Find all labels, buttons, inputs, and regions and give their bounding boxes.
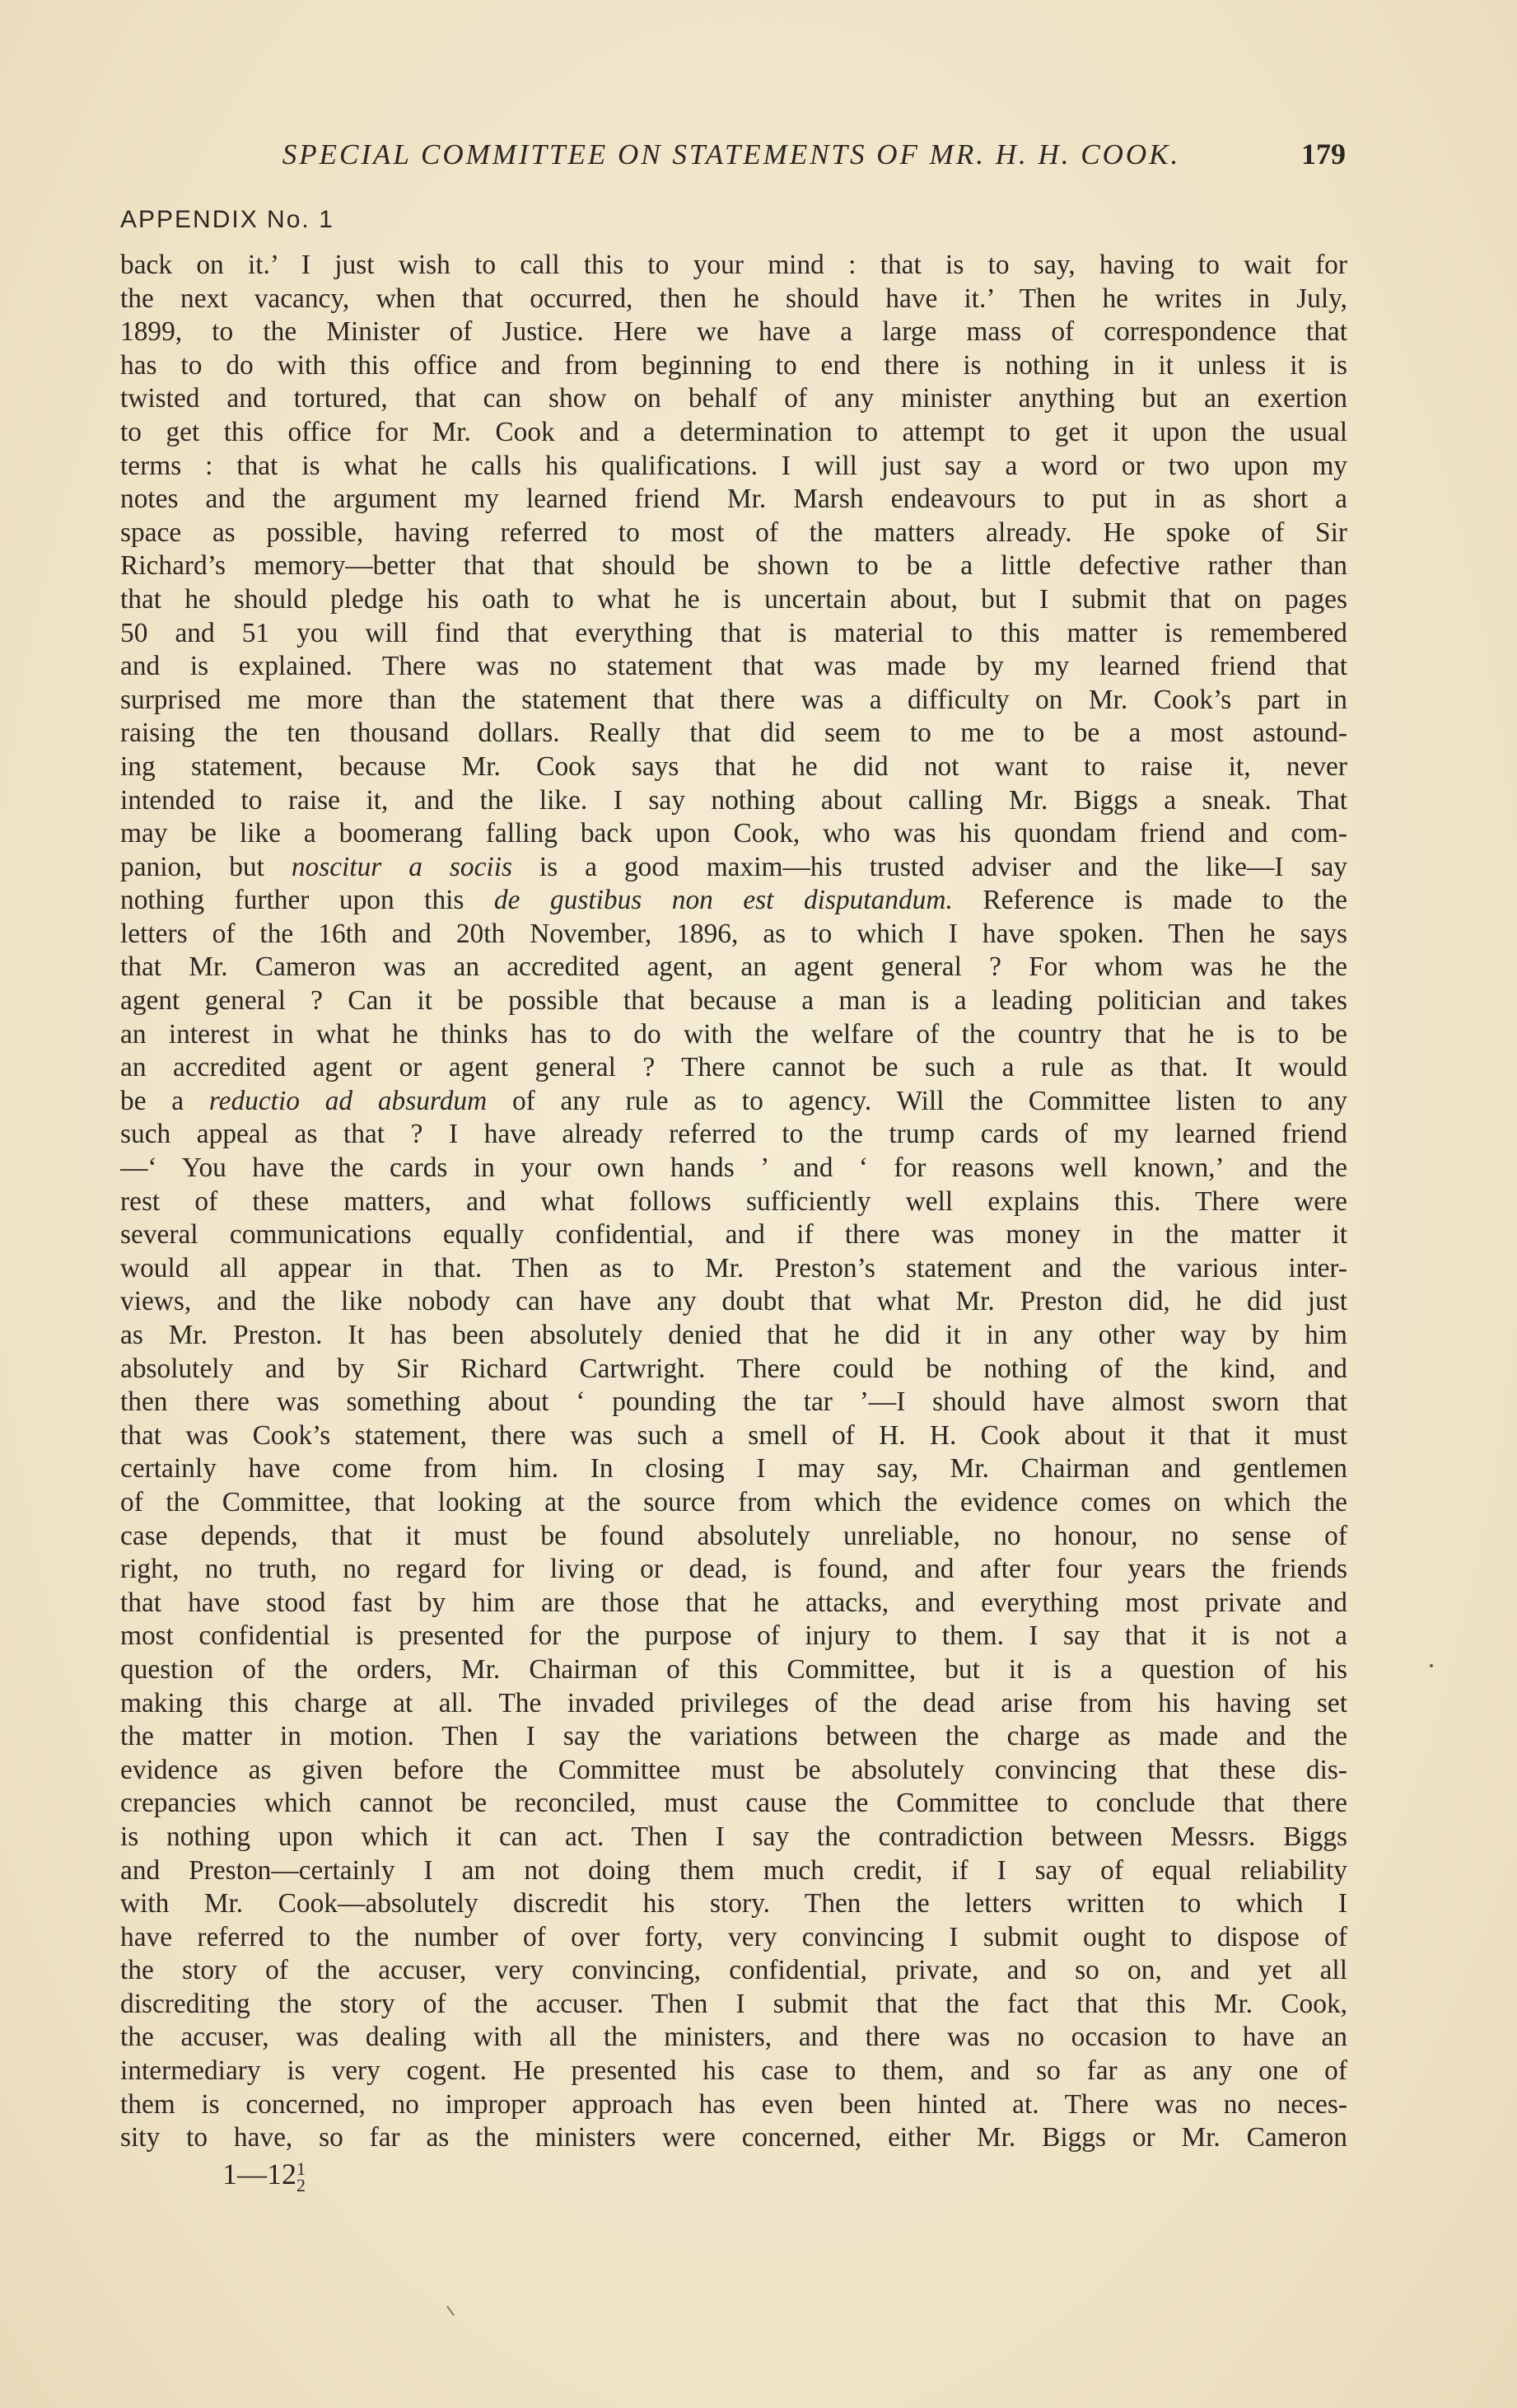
text-line: have referred to the number of over forty, very convincing I submit ought to dispose of <box>120 1921 1347 1952</box>
text-line: the next vacancy, when that occurred, then he should have it.’ Then he writes in July, <box>120 283 1347 314</box>
text-line: as Mr. Preston. It has been absolutely denied that he did it in any other way by him <box>120 1320 1347 1350</box>
fraction-denominator: 2 <box>296 2174 306 2195</box>
text-line: them is concerned, no improper approach has even been hinted at. There was no neces- <box>120 2088 1347 2120</box>
italic-phrase: reductio ad absurdum <box>208 1085 488 1116</box>
text-line: nothing further upon this de gustibus non est disputandum. Reference is made to the <box>120 885 1347 916</box>
text-line: the matter in motion. Then I say the variations between the charge as made and the <box>120 1721 1347 1752</box>
text-line: —‘ You have the cards in your own hands ’ and ‘ for reasons well known,’ and the <box>120 1153 1347 1184</box>
text-line: crepancies which cannot be reconciled, must cause the Committee to conclude that there <box>120 1788 1347 1819</box>
italic-phrase: noscitur a sociis <box>291 851 512 882</box>
text-line: that Mr. Cameron was an accredited agent, an agent general ? For whom was he the <box>120 952 1347 983</box>
text-line: an accredited agent or agent general ? There cannot be such a rule as that. It would <box>120 1052 1347 1083</box>
text-line: sity to have, so far as the ministers were concerned, either Mr. Biggs or Mr. Cameron <box>120 2122 1347 2153</box>
signature-prefix: 1—12 <box>222 2158 296 2191</box>
printer-signature-mark <box>222 2157 306 2194</box>
text-line: right, no truth, no regard for living or dead, is found, and after four years the friends <box>120 1554 1347 1585</box>
text-line: most confidential is presented for the purpose of injury to them. I say that it is not a <box>120 1620 1347 1652</box>
text-line: terms : that is what he calls his qualifications. I will just say a word or two upon my <box>120 450 1347 481</box>
text-line: and is explained. There was no statement that was made by my learned friend that <box>120 651 1347 682</box>
paper-scratch <box>446 2306 455 2317</box>
appendix-label: APPENDIX No. 1 <box>120 206 334 233</box>
text-line: has to do with this office and from beginning to end there is nothing in it unless it is <box>120 349 1347 381</box>
text-line: space as possible, having referred to most of the matters already. He spoke of Sir <box>120 517 1347 548</box>
text-line: the accuser, was dealing with all the ministers, and there was no occasion to have an <box>120 2022 1347 2053</box>
text-line: is nothing upon which it can act. Then I say the contradiction between Messrs. Biggs <box>120 1821 1347 1852</box>
text-line: that he should pledge his oath to what he is uncertain about, but I submit that on pages <box>120 583 1347 615</box>
text-line: be a reductio ad absurdum of any rule as to agency. Will the Committee listen to any <box>120 1085 1347 1116</box>
text-line: panion, but noscitur a sociis is a good maxim—his trusted adviser and the like—I say <box>120 851 1347 882</box>
text-line: that have stood fast by him are those that he attacks, and everything most private and <box>120 1587 1347 1618</box>
text-line: raising the ten thousand dollars. Really that did seem to me to be a most astound- <box>120 718 1347 749</box>
text-line: making this charge at all. The invaded privileges of the dead arise from his having set <box>120 1687 1347 1718</box>
italic-phrase: de gustibus non est disputandum. <box>493 885 953 916</box>
text-line: may be like a boomerang falling back upon Cook, who was his quondam friend and com- <box>120 818 1347 849</box>
text-line: notes and the argument my learned friend Mr. Marsh endeavours to put in as short a <box>120 484 1347 515</box>
text-line: absolutely and by Sir Richard Cartwright. There could be nothing of the kind, and <box>120 1353 1347 1384</box>
text-line: certainly have come from him. In closing I may say, Mr. Chairman and gentlemen <box>120 1453 1347 1485</box>
text-line: would all appear in that. Then as to Mr. Preston’s statement and the various inter- <box>120 1252 1347 1283</box>
text-line: intended to raise it, and the like. I say nothing about calling Mr. Biggs a sneak. That <box>120 784 1347 816</box>
page-number: 179 <box>1301 138 1346 171</box>
text-line: agent general ? Can it be possible that because a man is a leading politician and takes <box>120 985 1347 1017</box>
paper-speck <box>1430 1664 1433 1667</box>
text-line: 1899, to the Minister of Justice. Here we have a large mass of correspondence that <box>120 316 1347 348</box>
fraction-numerator: 1 <box>296 2158 306 2179</box>
text-line: rest of these matters, and what follows sufficiently well explains this. There were <box>120 1185 1347 1217</box>
text-line: the story of the accuser, very convincing, confidential, private, and so on, and yet all <box>120 1955 1347 1986</box>
text-line: such appeal as that ? I have already referred to the trump cards of my learned friend <box>120 1119 1347 1150</box>
text-line: of the Committee, that looking at the source from which the evidence comes on which the <box>120 1486 1347 1517</box>
text-line: to get this office for Mr. Cook and a determination to attempt to get it upon the usual <box>120 416 1347 447</box>
text-line: surprised me more than the statement that there was a difficulty on Mr. Cook’s part in <box>120 684 1347 715</box>
text-line: several communications equally confidential, and if there was money in the matter it <box>120 1219 1347 1251</box>
text-line: case depends, that it must be found absolutely unreliable, no honour, no sense of <box>120 1520 1347 1551</box>
signature-fraction <box>296 2158 306 2195</box>
body-text <box>120 249 1347 2155</box>
text-line: 50 and 51 you will find that everything that is material to this matter is remembered <box>120 617 1347 648</box>
text-line: letters of the 16th and 20th November, 1896, as to which I have spoken. Then he says <box>120 918 1347 949</box>
text-line: discrediting the story of the accuser. Then I submit that the fact that this Mr. Cook, <box>120 1988 1347 2019</box>
text-line: then there was something about ‘ pounding the tar ’—I should have almost sworn that <box>120 1386 1347 1418</box>
text-line: an interest in what he thinks has to do with the welfare of the country that he is to be <box>120 1018 1347 1050</box>
text-line: evidence as given before the Committee must be absolutely convincing that these dis- <box>120 1754 1347 1785</box>
text-line: that was Cook’s statement, there was such a smell of H. H. Cook about it that it must <box>120 1419 1347 1451</box>
text-line: intermediary is very cogent. He presented his case to them, and so far as any one of <box>120 2055 1347 2087</box>
text-line: Richard’s memory—better that that should be shown to be a little defective rather than <box>120 550 1347 582</box>
text-line: and Preston—certainly I am not doing them much credit, if I say of equal reliability <box>120 1854 1347 1886</box>
text-line: ing statement, because Mr. Cook says that he did not want to raise it, never <box>120 750 1347 782</box>
text-line: views, and the like nobody can have any doubt that what Mr. Preston did, he did just <box>120 1286 1347 1317</box>
text-line: back on it.’ I just wish to call this to your mind : that is to say, having to wait for <box>120 250 1347 280</box>
running-title: SPECIAL COMMITTEE ON STATEMENTS OF MR. H. H. COOK. <box>282 138 1181 171</box>
text-line: twisted and tortured, that can show on behalf of any minister anything but an exertion <box>120 383 1347 414</box>
text-line: with Mr. Cook—absolutely discredit his story. Then the letters written to which I <box>120 1888 1347 1919</box>
text-line: question of the orders, Mr. Chairman of this Committee, but it is a question of his <box>120 1653 1347 1685</box>
